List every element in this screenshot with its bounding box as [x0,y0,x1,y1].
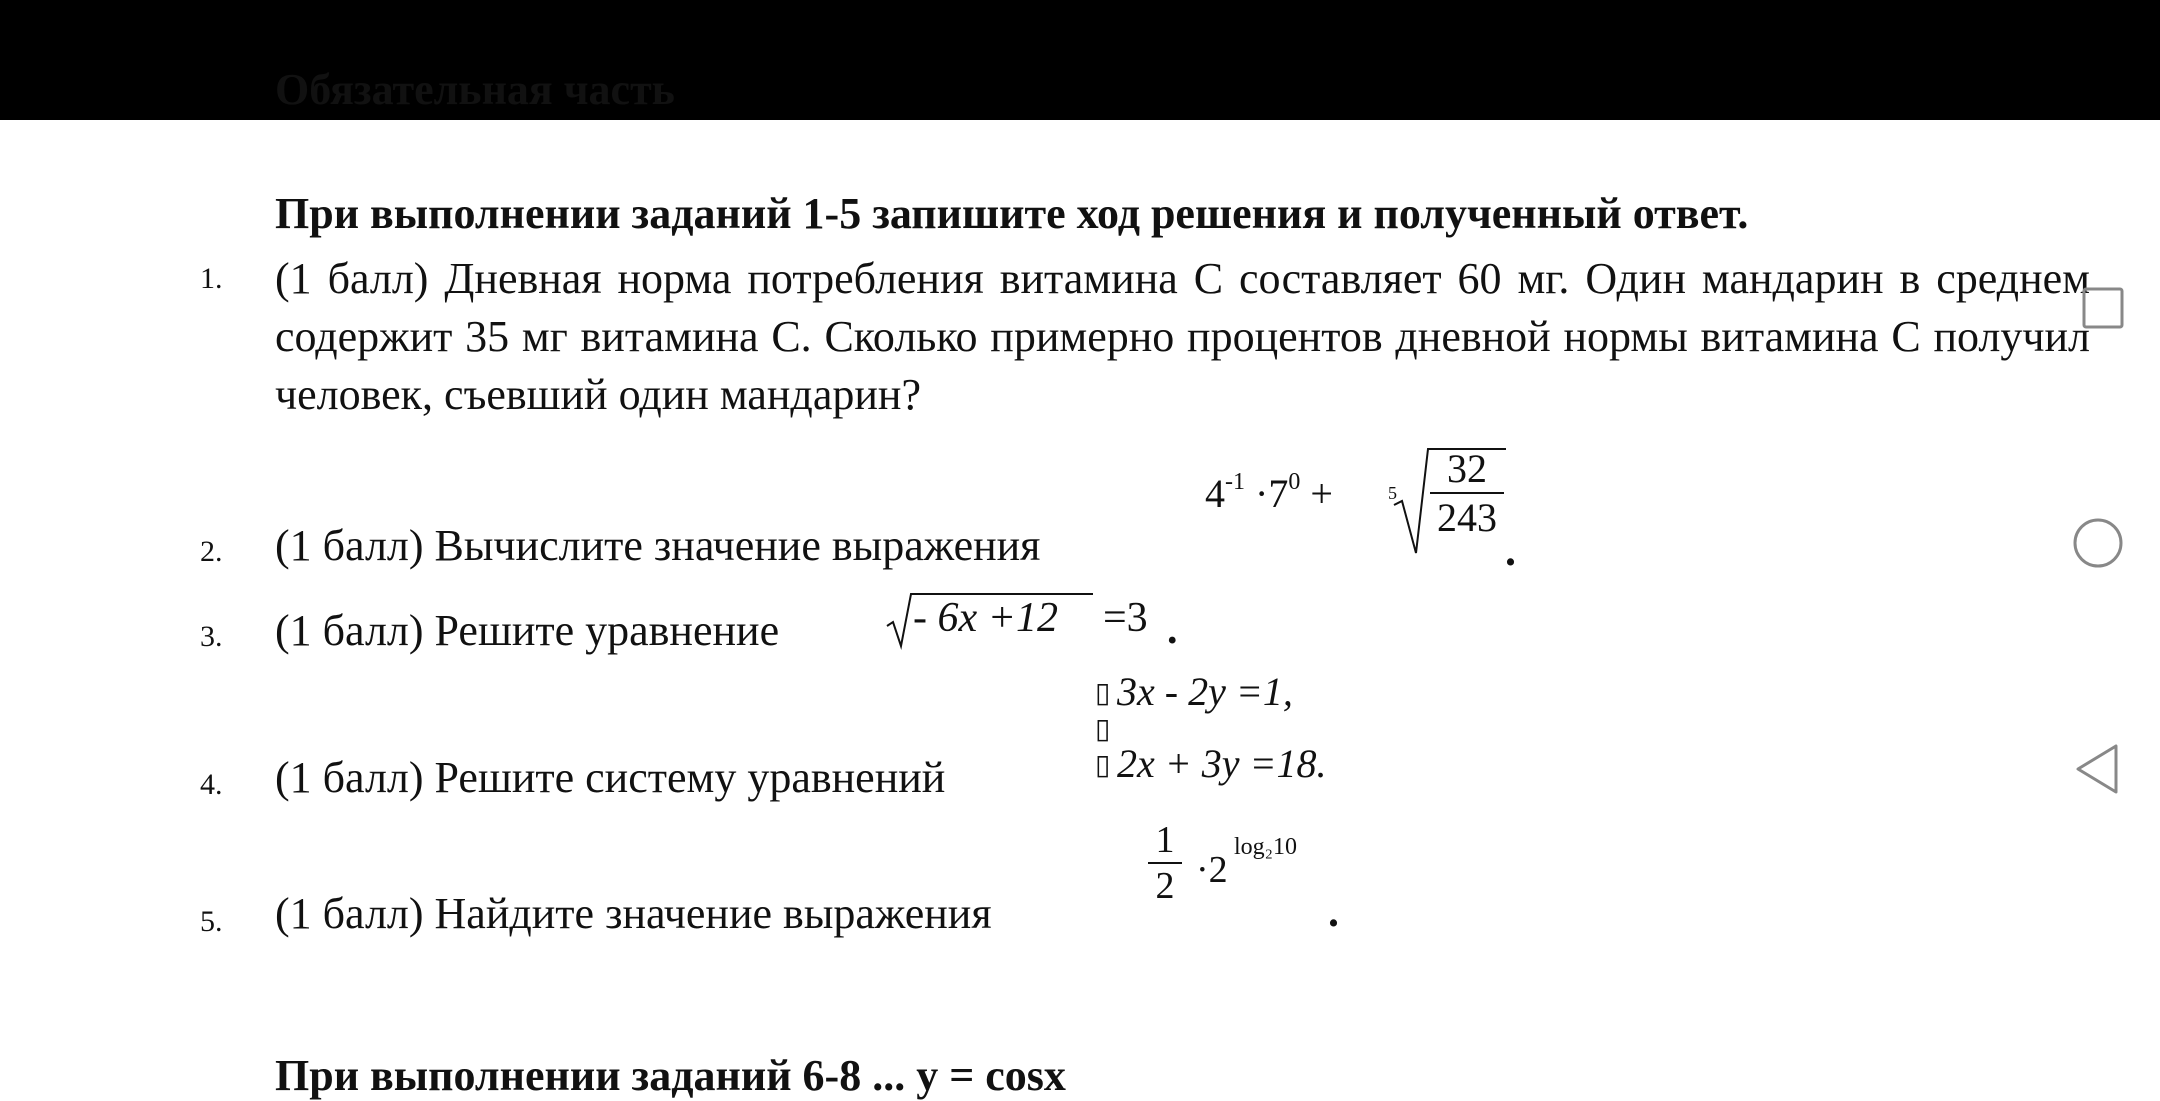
task-2-expression: $4^{-1} \cdot 7^0$ + [1205,469,1333,516]
root-index: 5 [1388,483,1397,503]
fraction: $\frac{1}{2}$ [1148,818,1182,908]
task-5-text: (1 балл) Найдите значение выражения [275,889,992,938]
circle-icon[interactable] [2070,515,2126,571]
task-number: 5. [200,905,223,938]
cutoff-next-section: При выполнении заданий 6-8 ... y = cosx [275,1051,1066,1100]
instructions-heading: При выполнении заданий 1-5 запишите ход решения и полученный ответ. [275,189,1749,238]
fraction: $\frac{32}{243}$ [1430,445,1504,541]
task-1-text: (1 балл) Дневная норма потребления витамина С составляет 60 мг. Один мандарин в среднем содержит 35 мг витамина С. Сколько примерно процентов дневной нормы витамина С получил человек, съевший один мандарин? [275,254,2090,419]
task-number: 1. [200,262,223,295]
equation-1: 3x - 2y =1, [1117,669,1293,714]
brace-glyph: ▯ [1095,750,1111,781]
triangle-back-icon[interactable] [2072,742,2124,798]
brace-glyph: ▯ [1095,714,1111,745]
task-4-text: (1 балл) Решите систему уравнений [275,753,946,802]
task-3-text: (1 балл) Решите уравнение [275,606,780,655]
brace-glyph: ▯ [1095,678,1111,709]
square-icon[interactable] [2080,285,2130,335]
task-number: 2. [200,535,223,568]
task-number: 4. [200,768,223,801]
period: . [1505,526,1516,575]
task-number: 3. [200,620,223,653]
task-2-text: (1 балл) Вычислите значение выражения [275,521,1041,570]
equation-2: 2x + 3y =18. [1117,741,1327,786]
cutoff-section-title: Обязательная часть [275,65,675,114]
